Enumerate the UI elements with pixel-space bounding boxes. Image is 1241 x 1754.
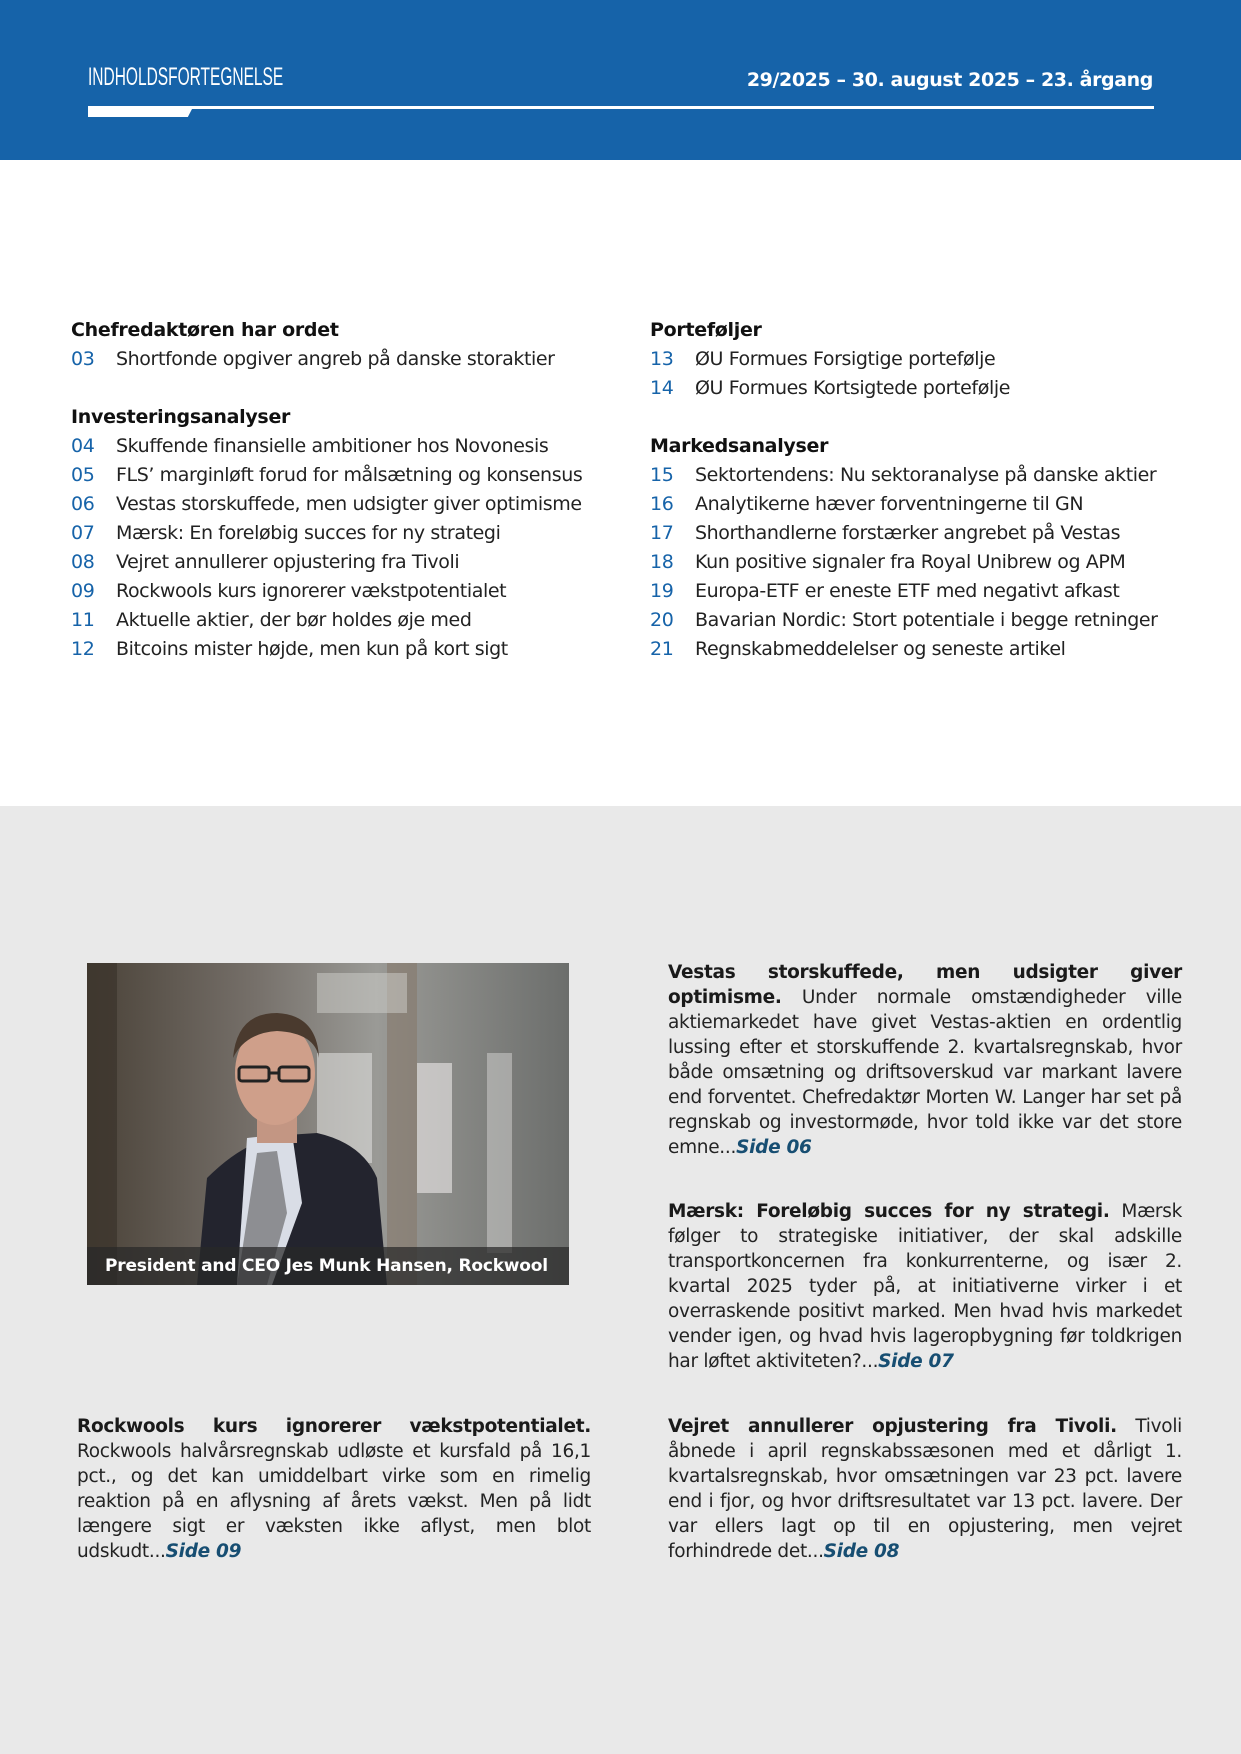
- toc-item[interactable]: [71, 635, 631, 664]
- toc-item-label: ØU Formues Forsigtige portefølje: [695, 348, 996, 370]
- toc-item-label: FLS’ marginløft forud for målsætning og konsensus: [116, 464, 583, 486]
- page-title: INDHOLDSFORTEGNELSE: [88, 63, 284, 91]
- article-page-link[interactable]: Side 08: [823, 1541, 900, 1562]
- toc-page-number: 12: [71, 638, 95, 660]
- toc-item[interactable]: [650, 635, 1210, 664]
- article-teaser-vestas: [668, 960, 1182, 1160]
- toc-item[interactable]: [71, 345, 631, 374]
- toc-page-number: 03: [71, 348, 95, 370]
- toc-page-number: 14: [650, 377, 674, 399]
- toc-section-markedsanalyser: [650, 432, 1210, 664]
- toc-item[interactable]: [650, 606, 1210, 635]
- toc-page-number: 17: [650, 522, 674, 544]
- toc-item-label: Analytikerne hæver forventningerne til GN: [695, 493, 1084, 515]
- toc-page-number: 13: [650, 348, 674, 370]
- toc-section-investeringsanalyser: [71, 403, 631, 664]
- article-title: Rockwools kurs ignorerer vækstpotentialet.: [77, 1416, 591, 1437]
- article-page-link[interactable]: Side 07: [878, 1351, 954, 1372]
- header-band: [0, 0, 1241, 160]
- toc-heading: Investeringsanalyser: [71, 406, 291, 428]
- toc-item-label: Kun positive signaler fra Royal Unibrew og APM: [695, 551, 1126, 573]
- article-title: Vejret annullerer opjustering fra Tivoli.: [668, 1416, 1117, 1437]
- issue-info: 29/2025 – 30. august 2025 – 23. årgang: [746, 69, 1153, 91]
- article-teaser-maersk: [668, 1199, 1182, 1374]
- article-title: Mærsk: Foreløbig succes for ny strategi.: [668, 1201, 1110, 1222]
- toc-page-number: 20: [650, 609, 674, 631]
- toc-item[interactable]: [71, 432, 631, 461]
- toc-page-number: 18: [650, 551, 674, 573]
- header-divider: [88, 106, 1154, 109]
- toc-item-label: Vejret annullerer opjustering fra Tivoli: [116, 551, 460, 573]
- toc-item-label: Bavarian Nordic: Stort potentiale i begge retninger: [695, 609, 1158, 631]
- toc-item[interactable]: [71, 490, 631, 519]
- toc-item-label: Skuffende finansielle ambitioner hos Novonesis: [116, 435, 549, 457]
- article-title: Vestas storskuffede, men udsigter giver optimisme.: [668, 962, 1182, 1008]
- toc-item-label: Regnskabmeddelelser og seneste artikel: [695, 638, 1066, 660]
- toc-item-label: Shortfonde opgiver angreb på danske storaktier: [116, 348, 555, 370]
- article-teaser-rockwool: [77, 1414, 591, 1564]
- photo-caption: President and CEO Jes Munk Hansen, Rockwool: [87, 1247, 569, 1285]
- toc-page-number: 04: [71, 435, 95, 457]
- article-body: Tivoli åbnede i april regnskabssæsonen med et dårligt 1. kvartalsregnskab, hvor omsætningen var 23 pct. lavere end i fjor, og hvor driftsresultatet var 13 pct. lavere. Der var ellers lagt op til en opjustering, men vejret forhindrede det...: [668, 1416, 1182, 1562]
- toc-heading: Markedsanalyser: [650, 435, 829, 457]
- toc-item-label: Europa-ETF er eneste ETF med negativt afkast: [695, 580, 1120, 602]
- toc-item-label: Vestas storskuffede, men udsigter giver optimisme: [116, 493, 582, 515]
- toc-item-label: Bitcoins mister højde, men kun på kort sigt: [116, 638, 508, 660]
- toc-item-label: Mærsk: En foreløbig succes for ny strategi: [116, 522, 501, 544]
- toc-section-chefredaktoren: [71, 316, 631, 374]
- toc-item-label: Shorthandlerne forstærker angrebet på Vestas: [695, 522, 1121, 544]
- toc-item[interactable]: [71, 519, 631, 548]
- toc-page-number: 19: [650, 580, 674, 602]
- toc-item[interactable]: [71, 606, 631, 635]
- toc-item[interactable]: [650, 345, 1210, 374]
- toc-item[interactable]: [650, 374, 1210, 403]
- toc-page-number: 21: [650, 638, 674, 660]
- toc-heading: Porteføljer: [650, 319, 762, 341]
- toc-item[interactable]: [650, 519, 1210, 548]
- toc-item[interactable]: [71, 577, 631, 606]
- toc-item-label: Sektortendens: Nu sektoranalyse på danske aktier: [695, 464, 1157, 486]
- toc-page-number: 05: [71, 464, 95, 486]
- toc-page-number: 11: [71, 609, 95, 631]
- portrait-image: [87, 963, 569, 1285]
- toc-page-number: 06: [71, 493, 95, 515]
- toc-page-number: 16: [650, 493, 674, 515]
- article-body: Rockwools halvårsregnskab udløste et kursfald på 16,1 pct., og det kan umiddelbart virke som en rimelig reaktion på en aflysning af årets vækst. Men på lidt længere sigt er væksten ikke aflyst, men blot udskudt...: [77, 1441, 591, 1562]
- toc-page-number: 09: [71, 580, 95, 602]
- toc-item-label: Aktuelle aktier, der bør holdes øje med: [116, 609, 472, 631]
- toc-page-number: 08: [71, 551, 95, 573]
- toc-section-portefoljer: [650, 316, 1210, 403]
- article-body: Under normale omstændigheder ville aktiemarkedet have givet Vestas-aktien en ordentlig lussing efter et storskuffende 2. kvartalsregnskab, hvor både omsætning og driftsoverskud var markant lavere end forventet. Chefredaktør Morten W. Langer har set på regnskab og investormøde, hvor told ikke var det store emne...: [668, 987, 1182, 1158]
- toc-item[interactable]: [650, 577, 1210, 606]
- toc-item[interactable]: [71, 548, 631, 577]
- article-page-link[interactable]: Side 09: [165, 1541, 242, 1562]
- toc-item[interactable]: [650, 490, 1210, 519]
- toc-item[interactable]: [650, 548, 1210, 577]
- toc-item-label: Rockwools kurs ignorerer vækstpotentialet: [116, 580, 507, 602]
- article-body: Mærsk følger to strategiske initiativer, der skal adskille transportkoncernen fra konkurrenterne, og især 2. kvartal 2025 tyder på, at initiativerne virker i et overraskende positivt marked. Men hvad hvis markedet vender igen, og hvad hvis lageropbygning før toldkrigen har løftet aktiviteten?...: [668, 1201, 1182, 1372]
- article-teaser-tivoli: [668, 1414, 1182, 1564]
- toc-heading: Chefredaktøren har ordet: [71, 319, 339, 341]
- toc-page-number: 07: [71, 522, 95, 544]
- toc-item[interactable]: [71, 461, 631, 490]
- header-divider-accent: [88, 106, 192, 117]
- toc-column-left: [71, 316, 631, 693]
- toc-column-right: [650, 316, 1210, 693]
- toc-page-number: 15: [650, 464, 674, 486]
- toc-item-label: ØU Formues Kortsigtede portefølje: [695, 377, 1010, 399]
- toc-item[interactable]: [650, 461, 1210, 490]
- article-page-link[interactable]: Side 06: [736, 1137, 812, 1158]
- ceo-photo: [87, 963, 569, 1285]
